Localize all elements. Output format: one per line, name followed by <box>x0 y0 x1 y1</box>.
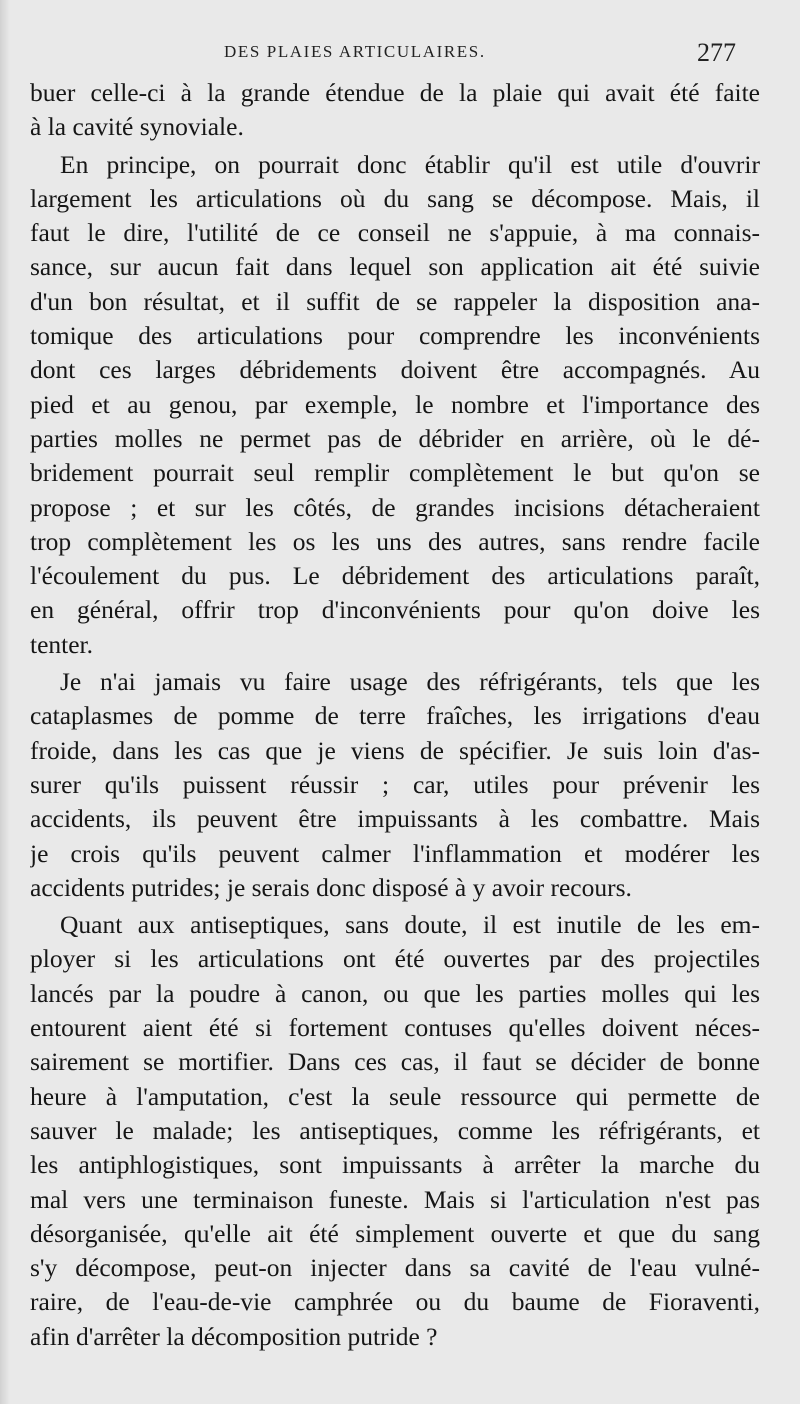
text-line: sauver le malade; les antiseptiques, comme les réfrigérants, et <box>30 1115 760 1145</box>
text-line: mal vers une terminaison funeste. Mais si l'articulation n'est pas <box>30 1184 760 1214</box>
text-line: raire, de l'eau-de-vie camphrée ou du baume de Fioraventi, <box>30 1287 760 1317</box>
text-line: Je n'ai jamais vu faire usage des réfrigérants, tels que les <box>60 667 760 697</box>
text-line: propose ; et sur les côtés, de grandes incisions détacheraient <box>30 492 760 522</box>
text-line: parties molles ne permet pas de débrider en arrière, où le dé- <box>30 423 760 453</box>
paragraph-refrigerants <box>30 665 760 905</box>
text-line: s'y décompose, peut-on injecter dans sa cavité de l'eau vulné- <box>30 1253 760 1283</box>
text-line: d'un bon résultat, et il suffit de se rappeler la disposition ana- <box>30 286 760 316</box>
text-line: les antiphlogistiques, sont impuissants à arrêter la marche du <box>30 1150 760 1180</box>
text-line: buer celle-ci à la grande étendue de la plaie qui avait été faite <box>30 78 760 107</box>
text-line: afin d'arrêter la décomposition putride ? <box>30 1321 438 1351</box>
text-line: tenter. <box>30 629 94 659</box>
text-line: accidents, ils peuvent être impuissants à les combattre. Mais <box>30 804 760 834</box>
running-title: DES PLAIES ARTICULAIRES. <box>224 42 486 61</box>
text-line: heure à l'amputation, c'est la seule ressource qui permette de <box>30 1081 760 1111</box>
text-line: trop complètement les os les uns des autres, sans rendre facile <box>30 526 760 556</box>
page-edge-shadow <box>0 0 10 1404</box>
text-line: je crois qu'ils peuvent calmer l'inflammation et modérer les <box>30 838 760 868</box>
text-line: accidents putrides; je serais donc disposé à y avoir recours. <box>30 872 632 902</box>
text-line: En principe, on pourrait donc établir qu'il est utile d'ouvrir <box>60 149 760 179</box>
text-line: dont ces larges débridements doivent être accompagnés. Au <box>30 355 760 385</box>
paragraph-antiseptiques <box>30 908 760 1354</box>
text-line: en général, offrir trop d'inconvénients pour qu'on doive les <box>30 595 760 625</box>
text-line: entourent aient été si fortement contuses qu'elles doivent néces- <box>30 1013 760 1043</box>
text-line: sairement se mortifier. Dans ces cas, il faut se décider de bonne <box>30 1047 760 1077</box>
text-line: bridement pourrait seul remplir complètement le but qu'on se <box>30 458 760 488</box>
paragraph-principe <box>30 148 760 662</box>
text-line: faut le dire, l'utilité de ce conseil ne s'appuie, à ma connais- <box>30 218 760 248</box>
body-text <box>30 76 760 1354</box>
text-line: ployer si les articulations ont été ouvertes par des projectiles <box>30 944 760 974</box>
page-header <box>0 38 800 72</box>
text-line: l'écoulement du pus. Le débridement des articulations paraît, <box>30 561 760 591</box>
page-number: 277 <box>697 38 736 67</box>
text-line: largement les articulations où du sang se décompose. Mais, il <box>30 183 760 213</box>
text-line: pied et au genou, par exemple, le nombre et l'importance des <box>30 389 760 419</box>
text-line: surer qu'ils puissent réussir ; car, utiles pour prévenir les <box>30 769 760 799</box>
text-line: sance, sur aucun fait dans lequel son application ait été suivie <box>30 252 760 282</box>
text-line: cataplasmes de pomme de terre fraîches, les irrigations d'eau <box>30 701 760 731</box>
text-line: à la cavité synoviale. <box>30 112 244 142</box>
text-line: froide, dans les cas que je viens de spécifier. Je suis loin d'as- <box>30 735 760 765</box>
text-line: tomique des articulations pour comprendre les inconvénients <box>30 321 760 351</box>
paragraph-continuation <box>30 76 760 145</box>
text-line: Quant aux antiseptiques, sans doute, il est inutile de les em- <box>60 910 760 940</box>
text-line: désorganisée, qu'elle ait été simplement ouverte et que du sang <box>30 1218 760 1248</box>
text-line: lancés par la poudre à canon, ou que les parties molles qui les <box>30 978 760 1008</box>
